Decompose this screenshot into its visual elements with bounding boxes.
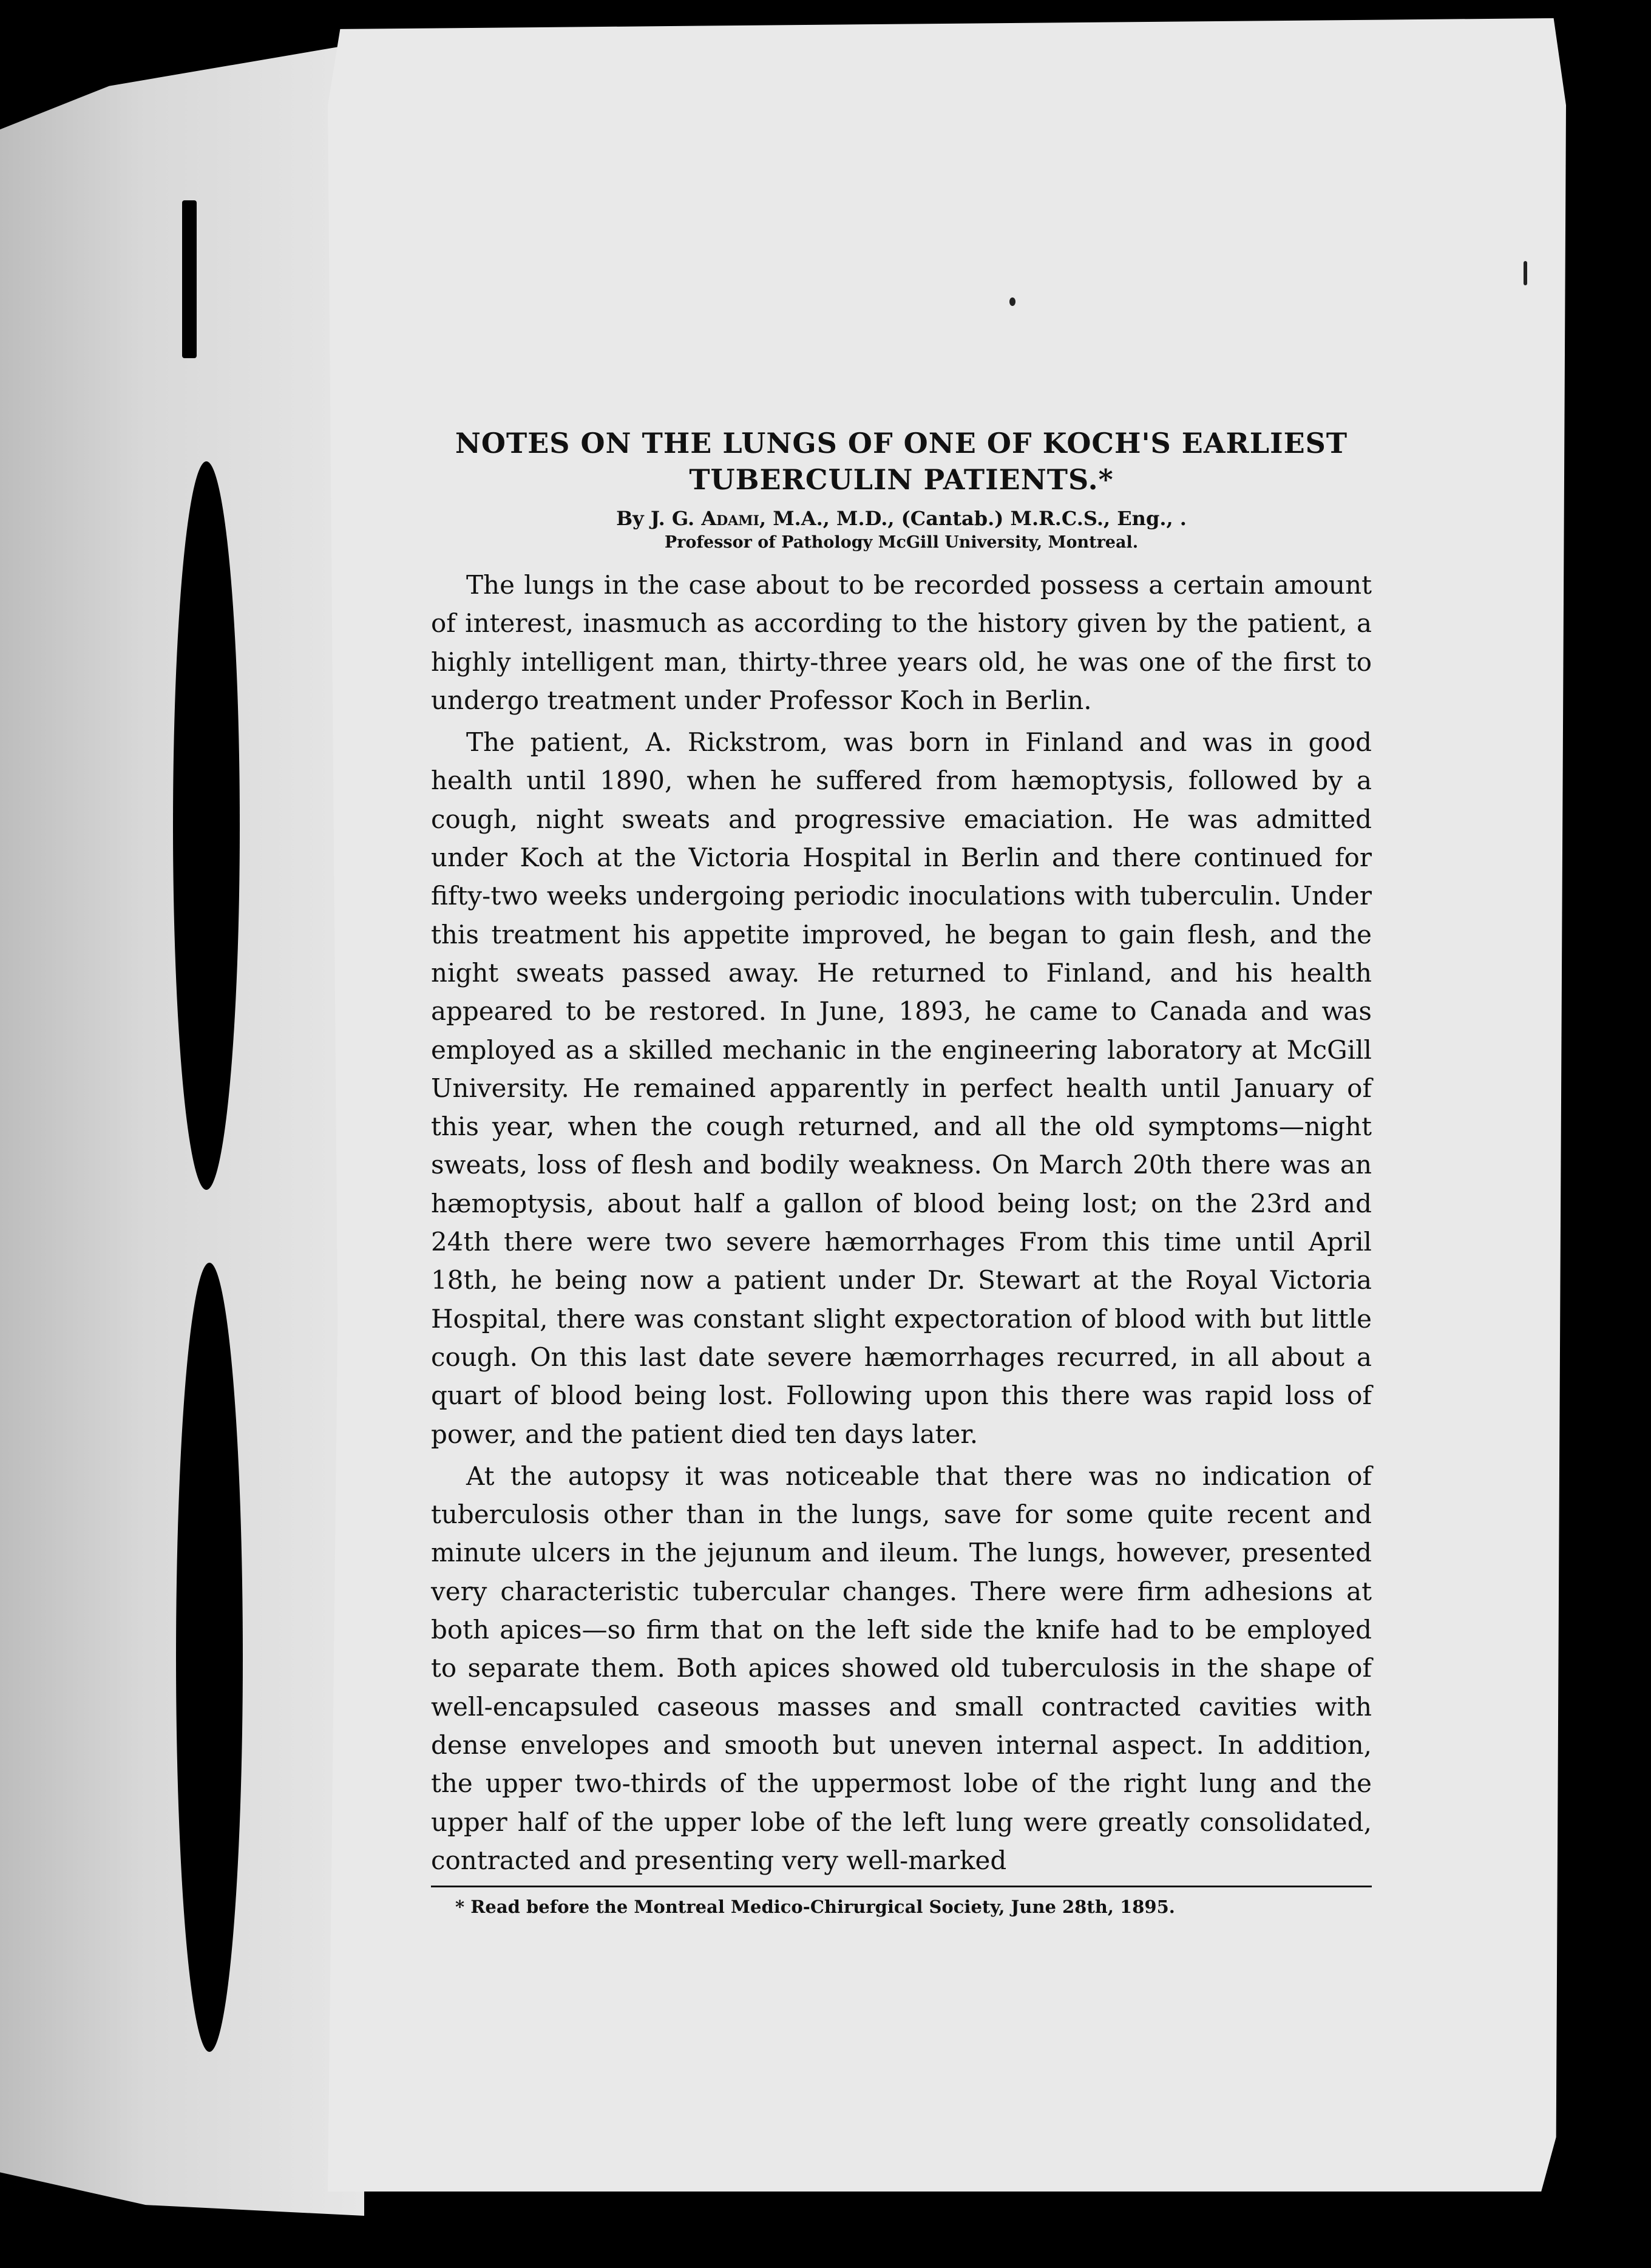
article-title: [431, 425, 1372, 498]
article: [431, 425, 1372, 1918]
spine-mark-top: [182, 200, 197, 358]
page-speck: [1009, 297, 1015, 306]
article-body: [431, 566, 1372, 1879]
title-line-2: TUBERCULIN PATIENTS.*: [689, 463, 1114, 496]
paragraph-2: The patient, A. Rickstrom, was born in Finland and was in good health until 1890, when he suffered from hæmoptysis, followed by a cough, night sweats and progressive emaciation. He was admitted under Koch at the Victoria Hospital in Berlin and there continued for fifty-two weeks undergoing periodic inoculations with tuberculin. Under this treatment his appetite improved, he began to gain flesh, and the night sweats passed away. He returned to Finland, and his health appeared to be restored. In June, 1893, he came to Canada and was employed as a skilled mechanic in the engineering laboratory at McGill University. He remained apparently in perfect health until January of this year, when the cough returned, and all the old symptoms—night sweats, loss of flesh and bodily weakness. On March 20th there was an hæmoptysis, about half a gallon of blood being lost; on the 23rd and 24th there were two severe hæmorrhages From this time until April 18th, he being now a patient under Dr. Stewart at the Royal Victoria Hospital, there was constant slight expectoration of blood with but little cough. On this last date severe hæmorrhages recurred, in all about a quart of blood being lost. Following upon this there was rapid loss of power, and the patient died ten days later.: [431, 727, 1372, 1449]
title-line-1: NOTES ON THE LUNGS OF ONE OF KOCH'S EARLIEST: [455, 427, 1348, 460]
spine-shadow-lower: [176, 1263, 243, 2052]
author-byline: [431, 506, 1372, 531]
author-affiliation: Professor of Pathology McGill University, Montreal.: [664, 533, 1139, 552]
paragraph-1: The lungs in the case about to be recorded possess a certain amount of interest, inasmuch as according to the history given by the patient, a highly intelligent man, thirty-three years old, he was one of the first to undergo treatment under Professor Koch in Berlin.: [431, 570, 1372, 715]
footnote-rule: [431, 1886, 1372, 1887]
spine-shadow-upper: [173, 461, 240, 1190]
byline-credentials: , M.A., M.D., (Cantab.) M.R.C.S., Eng., .: [759, 507, 1187, 530]
byline-prefix: By J. G.: [616, 507, 702, 530]
paragraph-3: At the autopsy it was noticeable that there was no indication of tuberculosis other than in the lungs, save for some quite recent and minute ulcers in the jejunum and ileum. The lungs, however, presented very characteristic tubercular changes. There were firm adhesions at both apices—so firm that on the left side the knife had to be employed to separate them. Both apices showed old tuberculosis in the shape of well-encapsuled caseous masses and small contracted cavities with dense envelopes and smooth but uneven internal aspect. In addition, the upper two-thirds of the uppermost lobe of the right lung and the upper half of the upper lobe of the left lung were greatly consolidated, contracted and presenting very well-marked: [431, 1461, 1372, 1875]
author-surname: Adami: [701, 507, 759, 530]
footnote: * Read before the Montreal Medico-Chirurgical Society, June 28th, 1895.: [455, 1896, 1175, 1918]
page-speck: [1524, 261, 1527, 285]
